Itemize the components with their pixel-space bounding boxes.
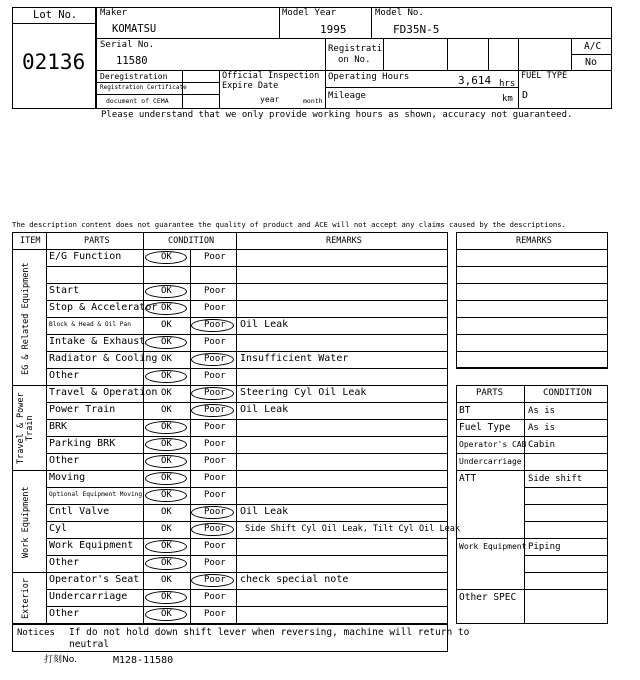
ok-option: OK: [161, 286, 172, 296]
ok-option: OK: [161, 592, 172, 602]
row-part: Radiator & Cooling: [49, 353, 158, 364]
registration-certificate-label: Registration Certificate: [100, 84, 187, 91]
poor-selected-mark: [191, 574, 234, 587]
registration-label-2: on No.: [338, 55, 371, 65]
poor-option: Poor: [204, 422, 226, 432]
month-label: month: [303, 97, 323, 105]
ok-selected-mark: [145, 251, 187, 264]
ok-selected-mark: [145, 608, 187, 621]
row-part: Start: [49, 285, 80, 296]
operating-hours-value: 3,614: [458, 74, 492, 87]
ok-selected-mark: [145, 336, 187, 349]
poor-option: Poor: [204, 575, 226, 585]
ok-selected-mark: [145, 285, 187, 298]
ok-selected-mark: [145, 591, 187, 604]
row-part: Travel & Operation: [49, 387, 158, 398]
row-remark: Steering Cyl Oil Leak: [240, 387, 367, 398]
row-part: Other: [49, 370, 80, 381]
poor-option: Poor: [204, 609, 226, 619]
spec-part: Work Equipment: [459, 542, 527, 551]
ok-option: OK: [161, 320, 172, 330]
right-parts-header: PARTS: [476, 388, 504, 398]
poor-option: Poor: [204, 456, 226, 466]
model-year-value: 1995: [320, 23, 347, 36]
poor-option: Poor: [204, 320, 226, 330]
row-part: BRK: [49, 421, 68, 432]
row-remark: Oil Leak: [240, 319, 289, 330]
ok-selected-mark: [145, 557, 187, 570]
lot-no-value: 02136: [22, 50, 86, 74]
notices-label: Notices: [17, 628, 55, 638]
document-cema-label: document of CEMA: [106, 97, 169, 105]
ok-option: OK: [161, 456, 172, 466]
maker-label: Maker: [100, 8, 128, 18]
ok-option: OK: [161, 609, 172, 619]
serial-value: 11580: [116, 55, 148, 67]
spec-condition: Side shift: [528, 474, 583, 484]
item-header: ITEM: [20, 236, 41, 246]
poor-selected-mark: [191, 404, 234, 417]
registration-label-1: Registrati: [328, 44, 383, 54]
condition-header: CONDITION: [168, 236, 215, 246]
ok-selected-mark: [145, 438, 187, 451]
stamp-label: 打刻No.: [44, 655, 77, 665]
poor-option: Poor: [204, 592, 226, 602]
poor-option: Poor: [204, 354, 226, 364]
row-part: Other: [49, 557, 80, 568]
row-remark: check special note: [240, 574, 349, 585]
ok-selected-mark: [145, 472, 187, 485]
row-part: Work Equipment: [49, 540, 134, 551]
poor-selected-mark: [191, 319, 234, 332]
ok-option: OK: [161, 303, 172, 313]
parts-header: PARTS: [84, 236, 110, 246]
maker-value: KOMATSU: [112, 23, 157, 35]
right-condition-header: CONDITION: [543, 388, 592, 398]
spec-condition: As is: [528, 406, 556, 416]
ok-selected-mark: [145, 421, 187, 434]
row-remark: Oil Leak: [240, 404, 289, 415]
poor-option: Poor: [204, 541, 226, 551]
ok-option: OK: [161, 473, 172, 483]
spec-condition: As is: [528, 423, 556, 433]
poor-option: Poor: [204, 388, 226, 398]
poor-selected-mark: [191, 523, 234, 536]
expire-date-label: Expire Date: [222, 81, 279, 91]
poor-option: Poor: [204, 337, 226, 347]
spec-condition: Cabin: [528, 440, 556, 450]
poor-option: Poor: [204, 252, 226, 262]
ok-option: OK: [161, 558, 172, 568]
poor-option: Poor: [204, 490, 226, 500]
notices-line-1: If do not hold down shift lever when reversing, machine will return to: [69, 627, 470, 638]
poor-selected-mark: [191, 506, 234, 519]
row-remark: Insufficient Water: [240, 353, 349, 364]
ok-option: OK: [161, 405, 172, 415]
poor-option: Poor: [204, 558, 226, 568]
row-part: Intake & Exhaust: [49, 336, 146, 347]
poor-option: Poor: [204, 524, 226, 534]
ok-option: OK: [161, 575, 172, 585]
row-part: Stop & Accelerator: [49, 302, 158, 313]
ok-selected-mark: [145, 489, 187, 502]
stamp-value: M128-11580: [113, 655, 174, 666]
group-label-exterior: Exterior: [21, 578, 31, 620]
spec-part: Operator's CAB: [459, 440, 527, 449]
spec-condition: Piping: [528, 542, 561, 552]
poor-selected-mark: [191, 387, 234, 400]
poor-option: Poor: [204, 286, 226, 296]
spec-part: Fuel Type: [459, 422, 511, 433]
km-label: km: [502, 94, 513, 104]
ok-option: OK: [161, 439, 172, 449]
disclaimer: The description content does not guarantee the quality of product and ACE will not accept any claims caused by the descriptions.: [12, 220, 566, 229]
deregistration-label: Deregistration: [100, 72, 168, 81]
year-label: year: [260, 95, 280, 104]
ac-value: No: [585, 57, 598, 68]
ok-selected-mark: [145, 302, 187, 315]
row-remark: Side Shift Cyl Oil Leak, Tilt Cyl Oil Leak: [245, 524, 460, 534]
poor-option: Poor: [204, 473, 226, 483]
ok-selected-mark: [145, 540, 187, 553]
row-part: Parking BRK: [49, 438, 116, 449]
poor-option: Poor: [204, 371, 226, 381]
row-part: Optional Equipment Moving: [49, 491, 143, 498]
row-part: Operator's Seat: [49, 574, 140, 585]
official-inspection-label: Official Inspection: [222, 71, 320, 81]
row-part: E/G Function: [49, 251, 122, 262]
spec-part: BT: [459, 405, 471, 416]
poor-option: Poor: [204, 303, 226, 313]
mileage-label: Mileage: [328, 91, 366, 101]
spec-part: ATT: [459, 473, 477, 484]
ok-option: OK: [161, 507, 172, 517]
ok-option: OK: [161, 422, 172, 432]
poor-option: Poor: [204, 405, 226, 415]
row-part: Other: [49, 608, 80, 619]
spec-part: Other SPEC: [459, 592, 517, 603]
ok-selected-mark: [145, 370, 187, 383]
poor-option: Poor: [204, 439, 226, 449]
notices-line-2: neutral: [69, 639, 110, 650]
row-part: Other: [49, 455, 80, 466]
remarks-header: REMARKS: [326, 236, 362, 246]
ok-option: OK: [161, 354, 172, 364]
group-label-travel: Travel & Power Train: [16, 392, 35, 465]
row-remark: Oil Leak: [240, 506, 289, 517]
ac-label: A/C: [584, 41, 602, 52]
ok-option: OK: [161, 337, 172, 347]
fuel-type-label: FUEL TYPE: [521, 71, 568, 81]
model-year-label: Model Year: [282, 8, 337, 18]
group-label-eg: EG & Related Equipment: [21, 262, 31, 375]
model-no-value: FD35N-5: [393, 23, 440, 36]
ok-option: OK: [161, 490, 172, 500]
serial-label: Serial No.: [100, 40, 155, 50]
ok-option: OK: [161, 524, 172, 534]
row-part: Cntl Valve: [49, 506, 110, 517]
row-part: Power Train: [49, 404, 116, 415]
hours-note: Please understand that we only provide working hours as shown, accuracy not guaranteed.: [101, 110, 573, 120]
model-no-label: Model No.: [375, 8, 424, 18]
ok-option: OK: [161, 541, 172, 551]
right-remarks-header: REMARKS: [516, 236, 552, 246]
poor-option: Poor: [204, 507, 226, 517]
poor-selected-mark: [191, 353, 234, 366]
spec-part: Undercarriage: [459, 457, 522, 466]
lot-no-label: Lot No.: [33, 9, 78, 21]
row-part: Undercarriage: [49, 591, 128, 602]
operating-hours-label: Operating Hours: [328, 72, 410, 82]
ok-selected-mark: [145, 455, 187, 468]
ok-option: OK: [161, 388, 172, 398]
ok-option: OK: [161, 252, 172, 262]
row-part: Cyl: [49, 523, 68, 534]
row-part: Moving: [49, 472, 86, 483]
row-part: Block & Head & Oil Pan: [49, 321, 131, 328]
fuel-type-value: D: [522, 90, 529, 101]
hrs-label: hrs: [499, 79, 516, 89]
ok-option: OK: [161, 371, 172, 381]
group-label-work: Work Equipment: [21, 486, 31, 558]
